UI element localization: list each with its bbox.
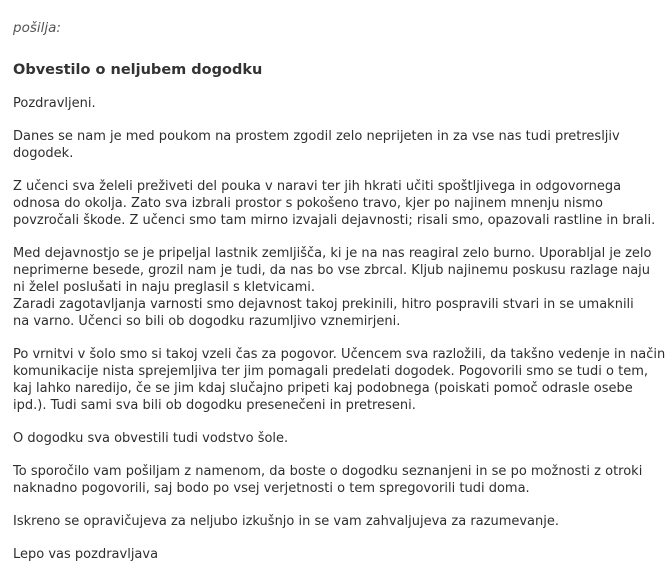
text-line: odnosa do okolja. Zato sva izbrali prostor s pokošeno travo, kjer po najinem mnenju nismo <box>13 196 603 211</box>
greeting-line: Pozdravljeni. <box>13 96 96 111</box>
text-line: povzročali škode. Z učenci smo tam mirno izvajali dejavnosti; risali smo, opazovali rastline in brali. <box>13 213 656 228</box>
text-line: komunikacije nista sprejemljiva ter jim pomagali predelati dogodek. Pogovorili smo se tudi o tem, <box>13 364 649 379</box>
email-body <box>13 95 665 563</box>
text-line: Danes se nam je med poukom na prostem zgodil zelo neprijeten in za vse nas tudi pretresljiv <box>13 129 620 144</box>
sender-label: pošilja: <box>13 20 61 36</box>
greeting <box>13 95 587 112</box>
text-line: dogodek. <box>13 146 74 161</box>
text-line: Po vrnitvi v šolo smo si takoj vzeli čas za pogovor. Učencem sva razložili, da takšno vedenje in način <box>13 347 665 362</box>
text-line: To sporočilo vam pošiljam z namenom, da boste o dogodku seznanjeni in se po možnosti z otroki <box>13 464 643 479</box>
text-line: naknadno pogovorili, saj bodo po vsej verjetnosti o tem spregovorili tudi doma. <box>13 481 530 496</box>
paragraph-intro <box>13 128 620 162</box>
closing <box>13 546 587 563</box>
text-line: ni želel poslušati in naju preglasil s kletvicami. <box>13 280 315 295</box>
paragraph-purpose <box>13 463 643 497</box>
text-line: Z učenci sva želeli preživeti del pouka v naravi ter jih hkrati učiti spoštljivega in odgovornega <box>13 179 622 194</box>
text-line: neprimerne besede, grozil nam je tudi, da nas bo vse zbrcal. Kljub najinemu poskusu razlage naju <box>13 263 651 278</box>
text-line: na varno. Učenci so bili ob dogodku razumljivo vznemirjeni. <box>13 314 401 329</box>
text-line: ipd.). Tudi sami sva bili ob dogodku presenečeni in pretreseni. <box>13 398 416 413</box>
text-line: O dogodku sva obvestili tudi vodstvo šole. <box>13 431 289 446</box>
paragraph-incident <box>13 245 652 330</box>
text-line: Med dejavnostjo se je pripeljal lastnik zemljišča, ki je na nas reagiral zelo burno. Uporabljal je zelo <box>13 246 652 261</box>
paragraph-management <box>13 430 587 447</box>
paragraph-followup <box>13 346 665 414</box>
paragraph-apology <box>13 513 587 530</box>
email-subject: Obvestilo o neljubem dogodku <box>13 62 263 78</box>
text-line: kaj lahko naredijo, če se jim kdaj slučajno pripeti kaj podobnega (poiskati pomoč odrasle osebe <box>13 381 633 396</box>
text-line: Zaradi zagotavljanja varnosti smo dejavnost takoj prekinili, hitro pospravili stvari in se umaknili <box>13 297 634 312</box>
closing-line: Lepo vas pozdravljava <box>13 547 159 562</box>
paragraph-activity <box>13 178 656 229</box>
text-line: Iskreno se opravičujeva za neljubo izkušnjo in se vam zahvaljujeva za razumevanje. <box>13 514 559 529</box>
